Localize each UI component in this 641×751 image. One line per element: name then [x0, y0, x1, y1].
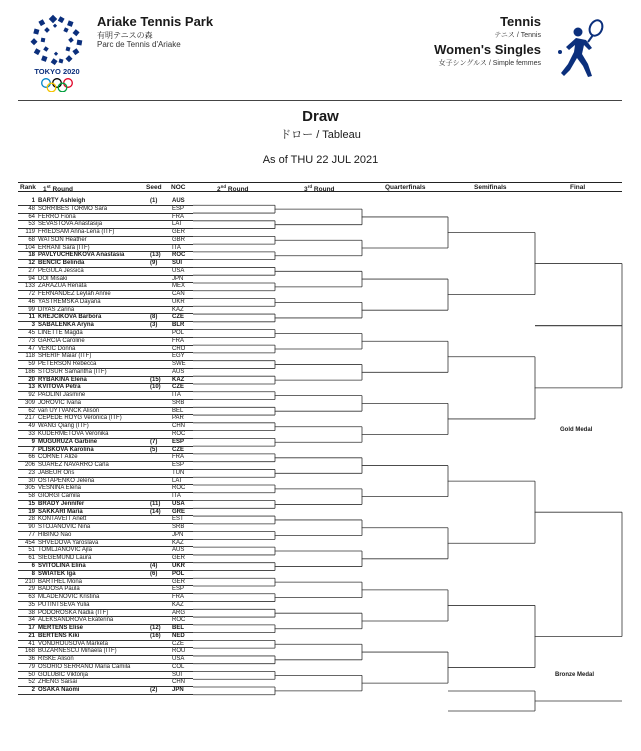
entry-name: BENCIC Belinda: [38, 260, 85, 267]
event-name-translations: 女子シングルス / Simple femmes: [438, 60, 541, 67]
entry-rank: 59: [28, 361, 35, 368]
entry-rank: 94: [28, 275, 35, 282]
entry-noc: SUI: [172, 260, 183, 267]
entry-name: LINETTE Magda: [38, 330, 83, 337]
entry-noc: GER: [172, 229, 186, 236]
entry-rank: 118: [25, 353, 35, 360]
entry-name: GIORGI Camila: [38, 493, 81, 500]
entry-name: PUTINTSEVA Yulia: [38, 601, 90, 608]
entry-noc: FRA: [172, 454, 184, 461]
entry-rank: 72: [28, 291, 35, 298]
entry-rank: 61: [28, 555, 35, 562]
venue-name: Ariake Tennis Park: [97, 14, 214, 29]
entry-rank: 206: [24, 462, 35, 469]
entry-rank: 2: [31, 687, 35, 694]
entry-name: CORNET Alize: [38, 454, 78, 461]
entry-name: SHERIF Maiar (ITF): [38, 353, 92, 360]
entry-noc: SWE: [172, 361, 186, 368]
entry-name: BUZARNESCU Mihaela (ITF): [38, 648, 117, 655]
entry-rank: 9: [31, 438, 35, 445]
entry-noc: KAZ: [172, 306, 184, 313]
gold-medal-label: Gold Medal: [560, 427, 593, 433]
entry-noc: JPN: [172, 275, 184, 282]
entry-name: KONTAVEIT Anett: [38, 516, 87, 523]
venue-name-japanese: 有明テニスの森: [97, 31, 153, 40]
col-round1: 1st Round: [43, 184, 74, 194]
entry-noc: SRB: [172, 524, 185, 531]
col-seed: Seed: [146, 184, 162, 191]
entry-name: SAKKARI Maria: [38, 508, 83, 515]
entry-seed: (13): [150, 252, 161, 259]
entry-rank: 305: [24, 485, 35, 492]
entry-name: WANG Qiang (ITF): [38, 423, 89, 430]
entry-noc: ROU: [172, 648, 186, 655]
entry-seed: (10): [150, 384, 161, 391]
entry-noc: TUN: [172, 469, 185, 476]
entry-name: FRIEDSAM Anna-Lena (ITF): [38, 229, 115, 236]
entry-rank: 51: [28, 547, 35, 554]
entry-rank: 35: [28, 601, 35, 608]
entry-noc: KAZ: [172, 539, 184, 546]
entry-rank: 23: [28, 469, 35, 476]
entry-name: ERRANI Sara (ITF): [38, 244, 90, 251]
entry-noc: ITA: [172, 244, 181, 251]
entry-rank: 49: [28, 423, 35, 430]
entry-name: DIYAS Zarina: [38, 306, 75, 313]
entry-rank: 41: [28, 640, 35, 647]
entry-noc: CZE: [172, 446, 184, 453]
entry-name: FERNANDEZ Leylah Annie: [38, 291, 111, 298]
entry-noc: COL: [172, 663, 185, 670]
entry-name: MUGURUZA Garbine: [38, 438, 98, 445]
entry-rank: 210: [24, 578, 35, 585]
entry-rank: 58: [28, 493, 35, 500]
col-noc: NOC: [171, 184, 186, 191]
entry-seed: (1): [150, 198, 158, 204]
entry-seed: (2): [150, 687, 158, 694]
entry-noc: ESP: [172, 205, 185, 212]
entry-seed: (5): [150, 446, 158, 453]
entry-noc: BLR: [172, 322, 185, 329]
entry-noc: LAT: [172, 477, 183, 484]
col-round3: 3rd Round: [304, 184, 335, 194]
entry-noc: AUS: [172, 368, 185, 375]
entry-noc: ESP: [172, 586, 185, 593]
entry-name: PAVLYUCHENKOVA Anastasia: [38, 252, 125, 259]
entry-name: RISKE Alison: [38, 656, 74, 663]
entry-rank: 99: [28, 306, 35, 313]
entry-rank: 20: [28, 376, 35, 383]
entry-rank: 30: [28, 477, 35, 484]
entry-name: GOLUBIC Viktorija: [38, 671, 88, 678]
entry-noc: GER: [172, 555, 186, 562]
entry-name: SVITOLINA Elina: [38, 562, 86, 569]
entry-noc: USA: [172, 267, 185, 274]
entry-name: BRADY Jennifer: [38, 500, 85, 507]
entry-name: BADOSA Paula: [38, 586, 80, 593]
entry-name: PODOROSKA Nadia (ITF): [38, 609, 109, 616]
entry-noc: FRA: [172, 213, 184, 220]
entry-rank: 92: [28, 392, 35, 399]
entry-noc: ROC: [172, 252, 186, 259]
entry-name: JOROVIC Ivana: [38, 399, 82, 406]
col-round2: 2nd Round: [217, 184, 249, 194]
entry-rank: 133: [24, 283, 35, 290]
entry-rank: 186: [24, 368, 35, 375]
entry-name: SABALENKA Aryna: [38, 322, 94, 329]
entry-noc: ROC: [172, 617, 186, 624]
entry-noc: CZE: [172, 640, 184, 647]
entry-rank: 47: [28, 345, 35, 352]
entry-name: SIEGEMUND Laura: [38, 555, 92, 562]
entry-name: SWIATEK Iga: [38, 570, 76, 577]
entry-name: PLISKOVA Karolina: [38, 446, 94, 453]
entry-noc: ROC: [172, 485, 186, 492]
sport-name-translations: テニス / Tennis: [494, 32, 541, 39]
entry-seed: (6): [150, 570, 158, 577]
entry-noc: AUS: [172, 547, 185, 554]
entry-rank: 29: [28, 586, 35, 593]
entry-seed: (11): [150, 500, 161, 507]
entry-rank: 63: [28, 594, 35, 601]
col-final: Final: [570, 184, 586, 191]
entry-noc: CHN: [172, 423, 185, 430]
entry-name: ALEKSANDROVA Ekaterina: [38, 617, 114, 624]
event-name: Women's Singles: [434, 42, 541, 57]
entry-name: SORRIBES TORMO Sara: [38, 205, 108, 212]
entry-noc: EST: [172, 516, 184, 523]
entry-rank: 168: [24, 648, 35, 655]
entry-name: DOI Misaki: [38, 275, 68, 282]
entry-name: WATSON Heather: [38, 236, 87, 243]
entry-rank: 104: [24, 244, 35, 251]
bronze-medal-label: Bronze Medal: [555, 672, 595, 678]
entry-rank: 11: [28, 314, 35, 321]
entry-rank: 8: [31, 570, 35, 577]
entry-name: HIBINO Nao: [38, 531, 72, 538]
entry-rank: 13: [28, 384, 35, 391]
entry-noc: GRE: [172, 508, 186, 515]
entry-rank: 7: [31, 446, 35, 453]
entry-name: van UYTVANCK Alison: [38, 407, 100, 414]
entry-name: BARTHEL Mona: [38, 578, 83, 585]
col-semifinals: Semifinals: [474, 184, 507, 191]
entry-rank: 19: [28, 508, 35, 515]
entry-noc: ESP: [172, 462, 185, 469]
entry-seed: (3): [150, 322, 158, 329]
entry-name: SUAREZ NAVARRO Carla: [38, 462, 109, 469]
entry-noc: BEL: [172, 407, 184, 414]
entry-noc: POL: [172, 570, 185, 577]
entry-noc: FRA: [172, 337, 184, 344]
entry-noc: EGY: [172, 353, 185, 360]
entry-rank: 34: [28, 617, 35, 624]
entry-noc: UKR: [172, 298, 185, 305]
page-subtitle: ドロー / Tableau: [280, 129, 361, 141]
entry-noc: UKR: [172, 562, 185, 569]
entry-noc: LAT: [172, 221, 183, 228]
entry-name: OSAKA Naomi: [38, 687, 80, 694]
entry-noc: BEL: [172, 625, 184, 632]
entry-noc: ARG: [172, 609, 186, 616]
entry-name: KREJCIKOVA Barbora: [38, 314, 102, 321]
entry-rank: 53: [28, 221, 35, 228]
entry-name: KUDERMETOVA Veronika: [38, 430, 109, 437]
entry-noc: JPN: [172, 531, 184, 538]
entry-rank: 6: [31, 562, 35, 569]
entry-name: VONDROUSOVA Marketa: [38, 640, 108, 647]
entry-name: PETERSON Rebecca: [38, 361, 97, 368]
entry-rank: 33: [28, 430, 35, 437]
entry-name: PAOLINI Jasmine: [38, 392, 86, 399]
entry-noc: SUI: [172, 671, 183, 678]
entry-name: RYBAKINA Elena: [38, 376, 87, 383]
entry-name: MLADENOVIC Kristina: [38, 594, 100, 601]
entry-rank: 64: [28, 213, 35, 220]
entry-rank: 68: [28, 236, 35, 243]
entry-rank: 45: [28, 330, 35, 337]
entry-seed: (16): [150, 632, 161, 639]
entry-rank: 15: [28, 500, 35, 507]
entry-rank: 17: [28, 625, 35, 632]
entry-noc: USA: [172, 656, 185, 663]
entry-rank: 12: [28, 260, 35, 267]
entry-name: STOSUR Samantha (ITF): [38, 368, 107, 375]
entry-noc: ESP: [172, 438, 185, 445]
entry-name: YASTREMSKA Dayana: [38, 298, 101, 305]
entry-noc: AUS: [172, 198, 185, 204]
entry-name: FERRO Fiona: [38, 213, 76, 220]
entry-noc: CHN: [172, 679, 185, 686]
entry-noc: GER: [172, 578, 186, 585]
page-title: Draw: [302, 108, 339, 125]
entry-name: OSTAPENKO Jelena: [38, 477, 95, 484]
entry-seed: (4): [150, 562, 158, 569]
entry-noc: FRA: [172, 594, 184, 601]
entry-rank: 27: [28, 267, 35, 274]
entry-noc: MEX: [172, 283, 186, 290]
entry-name: BARTY Ashleigh: [38, 198, 86, 204]
entry-rank: 18: [28, 252, 35, 259]
entry-noc: NED: [172, 632, 185, 639]
entry-noc: CRO: [172, 345, 186, 352]
entry-noc: JPN: [172, 687, 184, 694]
entry-rank: 50: [28, 671, 35, 678]
entry-name: VESNINA Elena: [38, 485, 82, 492]
entry-name: OSORIO SERRANO Maria Camila: [38, 663, 131, 670]
entry-name: ZHENG Saisai: [38, 679, 78, 686]
entry-name: SHVEDOVA Yaroslava: [38, 539, 99, 546]
entry-rank: 48: [28, 205, 35, 212]
entry-rank: 66: [28, 454, 35, 461]
entry-name: CEPEDE ROYG Veronica (ITF): [38, 415, 122, 422]
entry-seed: (9): [150, 260, 158, 267]
entry-noc: USA: [172, 500, 185, 507]
entry-rank: 73: [28, 337, 35, 344]
sport-name: Tennis: [500, 14, 541, 29]
entry-noc: ITA: [172, 392, 181, 399]
entry-rank: 217: [24, 415, 35, 422]
entry-rank: 21: [28, 632, 35, 639]
entry-name: VEKIC Donna: [38, 345, 76, 352]
entry-noc: KAZ: [172, 601, 184, 608]
entry-seed: (7): [150, 438, 158, 445]
entry-seed: (8): [150, 314, 158, 321]
entry-rank: 309: [24, 399, 35, 406]
entry-name: MERTENS Elise: [38, 625, 84, 632]
entry-rank: 52: [28, 679, 35, 686]
venue-name-french: Parc de Tennis d'Ariake: [97, 40, 181, 49]
entry-rank: 90: [28, 524, 35, 531]
entry-rank: 77: [28, 531, 35, 538]
entry-rank: 454: [24, 539, 35, 546]
entry-rank: 119: [25, 229, 35, 236]
entry-seed: (12): [150, 625, 161, 632]
col-rank: Rank: [20, 184, 36, 191]
entry-name: GARCIA Caroline: [38, 337, 85, 344]
entry-noc: CZE: [172, 314, 184, 321]
entry-noc: POL: [172, 330, 185, 337]
as-of-date: As of THU 22 JUL 2021: [262, 154, 379, 166]
entry-rank: 36: [28, 656, 35, 663]
entry-rank: 3: [31, 322, 35, 329]
entry-name: STOJANOVIC Nina: [38, 524, 91, 531]
entry-rank: 1: [31, 198, 35, 204]
entry-rank: 79: [28, 663, 35, 670]
entry-noc: ROC: [172, 430, 186, 437]
logo-text: TOKYO 2020: [34, 67, 80, 76]
entry-name: KVITOVA Petra: [38, 384, 81, 391]
entry-rank: 46: [28, 298, 35, 305]
entry-rank: 62: [28, 407, 35, 414]
entry-name: BERTENS Kiki: [38, 632, 80, 639]
entry-noc: PAR: [172, 415, 184, 422]
col-quarterfinals: Quarterfinals: [385, 184, 426, 191]
entry-noc: CZE: [172, 384, 184, 391]
entry-seed: (15): [150, 376, 161, 383]
entry-noc: ITA: [172, 493, 181, 500]
entry-seed: (14): [150, 508, 161, 515]
entry-rank: 38: [28, 609, 35, 616]
entry-name: ZARAZUA Renata: [38, 283, 87, 290]
entry-rank: 28: [28, 516, 35, 523]
entry-noc: KAZ: [172, 376, 185, 383]
entry-noc: SRB: [172, 399, 185, 406]
entry-name: SEVASTOVA Anastasija: [38, 221, 103, 228]
entry-noc: CAN: [172, 291, 185, 298]
entry-name: JABEUR Ons: [38, 469, 75, 476]
entry-noc: GBR: [172, 236, 186, 243]
entry-name: PEGULA Jessica: [38, 267, 84, 274]
entry-name: TOMLJANOVIC Ajla: [38, 547, 92, 554]
